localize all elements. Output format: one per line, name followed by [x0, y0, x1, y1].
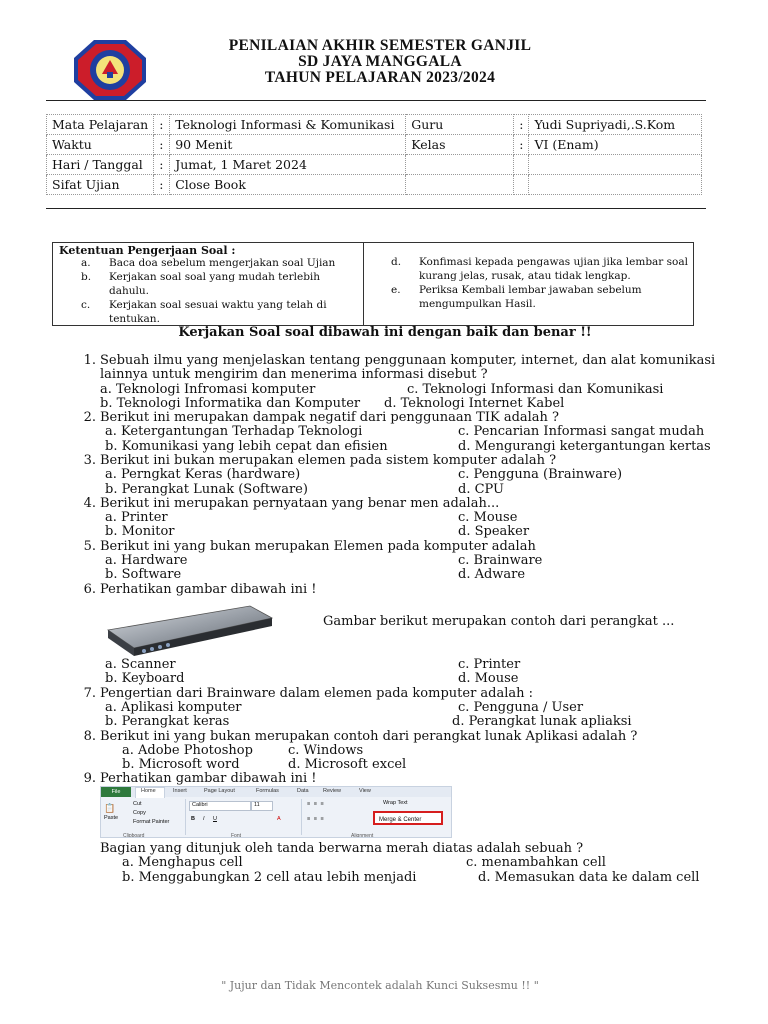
- ribbon-tab-file: File: [101, 787, 131, 797]
- font-size-box: 11: [251, 801, 273, 811]
- info-empty: [514, 175, 529, 195]
- info-divider: [46, 208, 706, 209]
- ribbon-tab-review: Review: [323, 788, 342, 794]
- question-number: 1.: [83, 353, 96, 368]
- info-label: Sifat Ujian: [47, 175, 154, 195]
- option-b[interactable]: b. Monitor: [105, 524, 175, 539]
- rule-text: Periksa Kembali lembar jawaban sebelum: [419, 284, 642, 296]
- question-number: 7.: [83, 686, 96, 701]
- rule-text: kurang jelas, rusak, atau tidak lengkap.: [419, 270, 631, 282]
- copy-label: Copy: [133, 810, 146, 816]
- option-b[interactable]: b. Microsoft word: [122, 757, 240, 772]
- option-a[interactable]: a. Adobe Photoshop: [122, 743, 253, 758]
- group-alignment: Alignment: [351, 833, 374, 838]
- info-label: Waktu: [47, 135, 154, 155]
- info-label: Kelas: [406, 135, 514, 155]
- question-text: Berikut ini bukan merupakan elemen pada sistem komputer adalah ?: [100, 453, 557, 468]
- question-number: 5.: [83, 539, 96, 554]
- header-divider: [46, 100, 706, 101]
- option-d[interactable]: d. Mengurangi ketergantungan kertas: [458, 439, 711, 454]
- colon: :: [154, 155, 170, 175]
- merge-center-highlight: [373, 811, 443, 825]
- option-a[interactable]: a. Aplikasi komputer: [105, 700, 242, 715]
- question-text: Sebuah ilmu yang menjelaskan tentang penggunaan komputer, internet, dan alat komunikasi: [100, 353, 716, 368]
- exam-rules-box: [52, 242, 694, 326]
- question-text: Perhatikan gambar dibawah ini !: [100, 582, 317, 597]
- rule-text: Kerjakan soal soal yang mudah terlebih: [109, 271, 321, 283]
- align-top-icons: ≡ ≡ ≡: [307, 801, 325, 807]
- merge-center-label: Merge & Center: [379, 817, 422, 823]
- ribbon-separator: [185, 799, 186, 835]
- font-color-icon: A: [277, 816, 281, 822]
- rule-text: tentukan.: [109, 313, 160, 325]
- info-label: [406, 155, 514, 175]
- colon: :: [514, 135, 529, 155]
- ribbon-tab-formulas: Formulas: [256, 788, 279, 794]
- option-b[interactable]: b. Software: [105, 567, 182, 582]
- rule-text: Baca doa sebelum mengerjakan soal Ujian: [109, 257, 336, 269]
- rule-text: Konfimasi kepada pengawas ujian jika lembar soal: [419, 256, 688, 268]
- colon: :: [514, 115, 529, 135]
- rules-divider: [363, 243, 364, 325]
- rule-key: e.: [391, 284, 401, 296]
- option-c[interactable]: c. Pengguna (Brainware): [458, 467, 623, 482]
- option-d[interactable]: d. CPU: [458, 482, 505, 497]
- question-text: Perhatikan gambar dibawah ini !: [100, 771, 317, 786]
- option-b[interactable]: b. Menggabungkan 2 cell atau lebih menjadi: [122, 870, 417, 885]
- info-row: [47, 135, 702, 155]
- rule-key: d.: [391, 256, 402, 268]
- header-line3: TAHUN PELAJARAN 2023/2024: [264, 69, 496, 86]
- group-font: Font: [231, 833, 242, 838]
- align-icons: ≡ ≡ ≡: [307, 816, 325, 822]
- format-painter-label: Format Painter: [133, 819, 170, 825]
- question-number: 8.: [83, 729, 96, 744]
- question-number: 9.: [83, 771, 96, 786]
- paste-label: Paste: [104, 815, 119, 821]
- info-value: [529, 155, 702, 175]
- question-6-caption: Gambar berikut merupakan contoh dari perangkat ...: [323, 614, 675, 629]
- scanner-image: [100, 604, 275, 659]
- option-b[interactable]: b. Perangkat Lunak (Software): [105, 482, 308, 497]
- option-c[interactable]: c. Teknologi Informasi dan Komunikasi: [407, 382, 664, 397]
- rule-text: dahulu.: [109, 285, 149, 297]
- info-value: Yudi Supriyadi,.S.Kom: [529, 115, 702, 135]
- info-label: Guru: [406, 115, 514, 135]
- option-b[interactable]: b. Komunikasi yang lebih cepat dan efisien: [105, 439, 388, 454]
- question-text: lainnya untuk mengirim dan menerima informasi disebut ?: [100, 367, 488, 382]
- option-b[interactable]: b. Keyboard: [105, 671, 185, 686]
- colon: :: [154, 175, 170, 195]
- font-name-box: Calibri: [189, 801, 251, 811]
- option-d[interactable]: d. Microsoft excel: [288, 757, 407, 772]
- info-value: [529, 175, 702, 195]
- ribbon-tab-insert: Insert: [173, 788, 187, 794]
- bold-icon: B: [191, 816, 195, 822]
- info-row: [47, 115, 702, 135]
- question-text: Berikut ini yang bukan merupakan Elemen pada komputer adalah: [100, 539, 536, 554]
- option-d[interactable]: d. Memasukan data ke dalam cell: [478, 870, 700, 885]
- option-a[interactable]: a. Menghapus cell: [122, 855, 243, 870]
- underline-icon: U: [213, 816, 217, 822]
- ribbon-tab-pagelayout: Page Layout: [204, 788, 235, 794]
- header-line1: PENILAIAN AKHIR SEMESTER GANJIL: [228, 37, 532, 54]
- question-text: Berikut ini yang bukan merupakan contoh dari perangkat lunak Aplikasi adalah ?: [100, 729, 638, 744]
- option-a[interactable]: a. Teknologi Infromasi komputer: [100, 382, 316, 397]
- header-line2: SD JAYA MANGGALA: [298, 53, 462, 70]
- option-a[interactable]: a. Scanner: [105, 657, 176, 672]
- excel-ribbon-image: [100, 786, 452, 838]
- rule-text: Kerjakan soal sesuai waktu yang telah di: [109, 299, 327, 311]
- rule-key: a.: [81, 257, 91, 269]
- rule-key: c.: [81, 299, 91, 311]
- option-c[interactable]: c. Pengguna / User: [458, 700, 584, 715]
- option-d[interactable]: d. Perangkat lunak apliaksi: [452, 714, 632, 729]
- ribbon-tab-view: View: [359, 788, 371, 794]
- option-d[interactable]: d. Mouse: [458, 671, 519, 686]
- info-label: Hari / Tanggal: [47, 155, 154, 175]
- rules-title: Ketentuan Pengerjaan Soal :: [59, 244, 236, 257]
- info-row: [47, 175, 702, 195]
- exam-info-table: [46, 114, 702, 195]
- option-d[interactable]: d. Speaker: [458, 524, 530, 539]
- option-d[interactable]: d. Adware: [458, 567, 526, 582]
- option-c[interactable]: c. Printer: [458, 657, 521, 672]
- question-number: 3.: [83, 453, 96, 468]
- option-a[interactable]: a. Perngkat Keras (hardware): [105, 467, 301, 482]
- info-empty: [514, 155, 529, 175]
- option-a[interactable]: a. Ketergantungan Terhadap Teknologi: [105, 424, 363, 439]
- option-c[interactable]: c. Pencarian Informasi sangat mudah: [458, 424, 705, 439]
- ribbon-tab-data: Data: [297, 788, 309, 794]
- instruction: Kerjakan Soal soal dibawah ini dengan baik dan benar !!: [178, 325, 592, 340]
- info-value: Jumat, 1 Maret 2024: [170, 155, 406, 175]
- group-clipboard: Clipboard: [123, 833, 145, 838]
- option-a[interactable]: a. Printer: [105, 510, 168, 525]
- question-number: 2.: [83, 410, 96, 425]
- option-b[interactable]: b. Teknologi Informatika dan Komputer: [100, 396, 361, 411]
- info-value: Close Book: [170, 175, 406, 195]
- colon: :: [154, 135, 170, 155]
- option-a[interactable]: a. Hardware: [105, 553, 188, 568]
- question-text: Berikut ini merupakan dampak negatif dari penggunaan TIK adalah ?: [100, 410, 560, 425]
- option-b[interactable]: b. Perangkat keras: [105, 714, 230, 729]
- info-value: Teknologi Informasi & Komunikasi: [170, 115, 406, 135]
- italic-icon: I: [203, 816, 205, 822]
- rule-text: mengumpulkan Hasil.: [419, 298, 536, 310]
- question-text: Pengertian dari Brainware dalam elemen pada komputer adalah :: [100, 686, 534, 701]
- ribbon-separator: [301, 799, 302, 835]
- question-text: Bagian yang ditunjuk oleh tanda berwarna merah diatas adalah sebuah ?: [100, 841, 584, 856]
- option-d[interactable]: d. Teknologi Internet Kabel: [384, 396, 565, 411]
- option-c[interactable]: c. menambahkan cell: [466, 855, 606, 870]
- ribbon-tab-home: Home: [141, 788, 156, 794]
- wrap-text-label: Wrap Text: [383, 800, 408, 806]
- info-label: [406, 175, 514, 195]
- option-c[interactable]: c. Windows: [288, 743, 364, 758]
- info-label: Mata Pelajaran: [47, 115, 154, 135]
- option-c[interactable]: c. Brainware: [458, 553, 543, 568]
- info-row: [47, 155, 702, 175]
- rule-key: b.: [81, 271, 92, 283]
- question-number: 4.: [83, 496, 96, 511]
- option-c[interactable]: c. Mouse: [458, 510, 518, 525]
- colon: :: [154, 115, 170, 135]
- cut-label: Cut: [133, 801, 142, 807]
- question-number: 6.: [83, 582, 96, 597]
- info-value: VI (Enam): [529, 135, 702, 155]
- info-value: 90 Menit: [170, 135, 406, 155]
- paste-icon: 📋: [104, 803, 116, 813]
- footer-motto: " Jujur dan Tidak Mencontek adalah Kunci Suksesmu !! ": [221, 979, 539, 992]
- question-text: Berikut ini merupakan pernyataan yang benar men adalah...: [100, 496, 500, 511]
